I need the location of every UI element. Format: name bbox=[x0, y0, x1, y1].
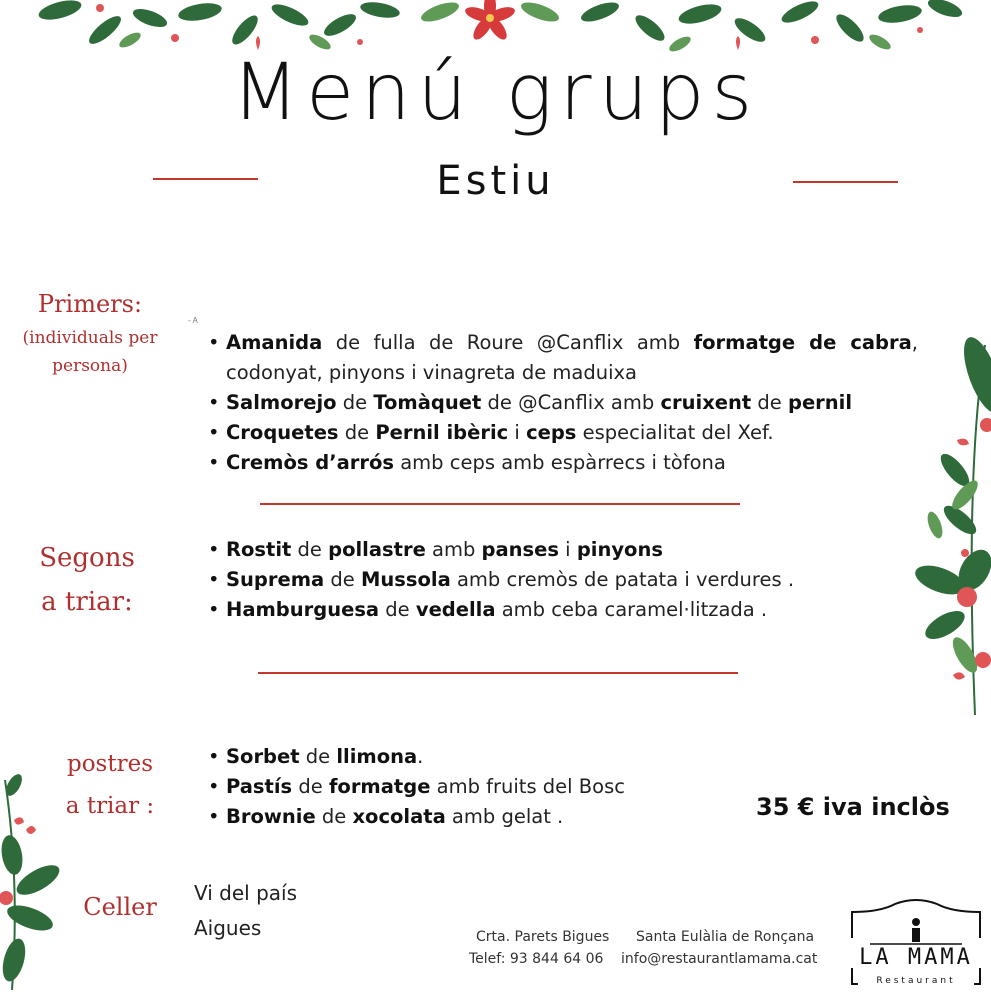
menu-item-highlight: Pastís bbox=[226, 775, 293, 798]
postres-list bbox=[208, 742, 728, 832]
postres-label-line-1: postres bbox=[66, 751, 154, 777]
postres-label bbox=[50, 743, 170, 827]
menu-item: • Hamburguesa de vedella amb ceba caramel·litzada . bbox=[208, 595, 908, 625]
primers-label bbox=[10, 288, 170, 380]
menu-item-highlight: Pernil ibèric bbox=[375, 421, 509, 444]
primers-divider bbox=[260, 503, 740, 505]
segons-list bbox=[208, 535, 908, 625]
segons-label-line-2: a triar: bbox=[41, 587, 133, 617]
celler-item-water: Aigues bbox=[194, 916, 262, 940]
menu-item: • Cremòs d’arrós amb ceps amb espàrrecs i tòfona bbox=[208, 448, 918, 478]
footer-address: Crta. Parets Bigues bbox=[476, 929, 610, 945]
menu-item: • Salmorejo de Tomàquet de @Canflix amb cruixent de pernil bbox=[208, 388, 918, 418]
segons-divider bbox=[258, 672, 738, 674]
segons-label bbox=[22, 536, 152, 624]
menu-item-highlight: pollastre bbox=[328, 538, 426, 561]
menu-item-highlight: formatge bbox=[328, 775, 431, 798]
menu-item-highlight: panses bbox=[481, 538, 559, 561]
menu-item-highlight: Croquetes bbox=[226, 421, 339, 444]
logo-name: LA MAMA bbox=[859, 945, 973, 970]
menu-item-highlight: Brownie bbox=[226, 805, 316, 828]
primers-label-title: Primers: bbox=[37, 290, 143, 318]
primers-list bbox=[208, 328, 918, 478]
primers-label-note-2: persona) bbox=[52, 356, 128, 376]
segons-label-line-1: Segons bbox=[39, 543, 135, 573]
menu-item: • Croquetes de Pernil ibèric i ceps especialitat del Xef. bbox=[208, 418, 918, 448]
menu-item-highlight: Suprema bbox=[226, 568, 325, 591]
menu-item-highlight: formatge de cabra bbox=[693, 331, 912, 354]
menu-item-highlight: ceps bbox=[526, 421, 577, 444]
footer-town: Santa Eulàlia de Ronçana bbox=[636, 929, 815, 945]
menu-item: • Amanida de fulla de Roure @Canflix amb formatge de cabra, codonyat, pinyons i vinagreta de maduixa bbox=[208, 328, 918, 388]
celler-label: Celler bbox=[83, 893, 157, 921]
menu-item-highlight: Cremòs d’arrós bbox=[226, 451, 395, 474]
menu-item-highlight: vedella bbox=[415, 598, 496, 621]
menu-item-highlight: Salmorejo bbox=[226, 391, 337, 414]
primers-label-note-1: (individuals per bbox=[22, 328, 158, 348]
menu-item-highlight: Sorbet bbox=[226, 745, 300, 768]
footer-email: info@restaurantlamama.cat bbox=[621, 951, 818, 967]
menu-item: • Sorbet de llimona. bbox=[208, 742, 728, 772]
logo-house-icon bbox=[850, 898, 982, 988]
menu-item-highlight: Tomàquet bbox=[373, 391, 482, 414]
menu-item-highlight: pinyons bbox=[576, 538, 663, 561]
restaurant-logo bbox=[850, 898, 982, 988]
menu-item-highlight: pernil bbox=[787, 391, 853, 414]
menu-item-highlight: Amanida bbox=[226, 331, 323, 354]
celler-list bbox=[194, 876, 297, 946]
page-subtitle: Estiu bbox=[436, 158, 555, 204]
menu-item-highlight: Hamburguesa bbox=[226, 598, 380, 621]
footer-phone: Telef: 93 844 64 06 bbox=[469, 951, 604, 967]
menu-item: • Pastís de formatge amb fruits del Bosc bbox=[208, 772, 728, 802]
menu-item: • Suprema de Mussola amb cremòs de patata i verdures . bbox=[208, 565, 908, 595]
menu-item-highlight: cruixent bbox=[660, 391, 752, 414]
postres-label-line-2: a triar : bbox=[65, 793, 155, 819]
page-title: Menú grups bbox=[231, 48, 760, 138]
menu-item-highlight: Mussola bbox=[361, 568, 451, 591]
primers-marker: - A bbox=[188, 316, 198, 325]
menu-item-highlight: llimona bbox=[336, 745, 418, 768]
menu-item: • Rostit de pollastre amb panses i pinyons bbox=[208, 535, 908, 565]
celler-item-wine: Vi del país bbox=[194, 881, 297, 905]
menu-item: • Brownie de xocolata amb gelat . bbox=[208, 802, 728, 832]
menu-item-highlight: Rostit bbox=[226, 538, 292, 561]
menu-item-highlight: xocolata bbox=[352, 805, 446, 828]
logo-tagline: Restaurant bbox=[876, 976, 956, 986]
price-label: 35 € iva inclòs bbox=[756, 793, 950, 821]
